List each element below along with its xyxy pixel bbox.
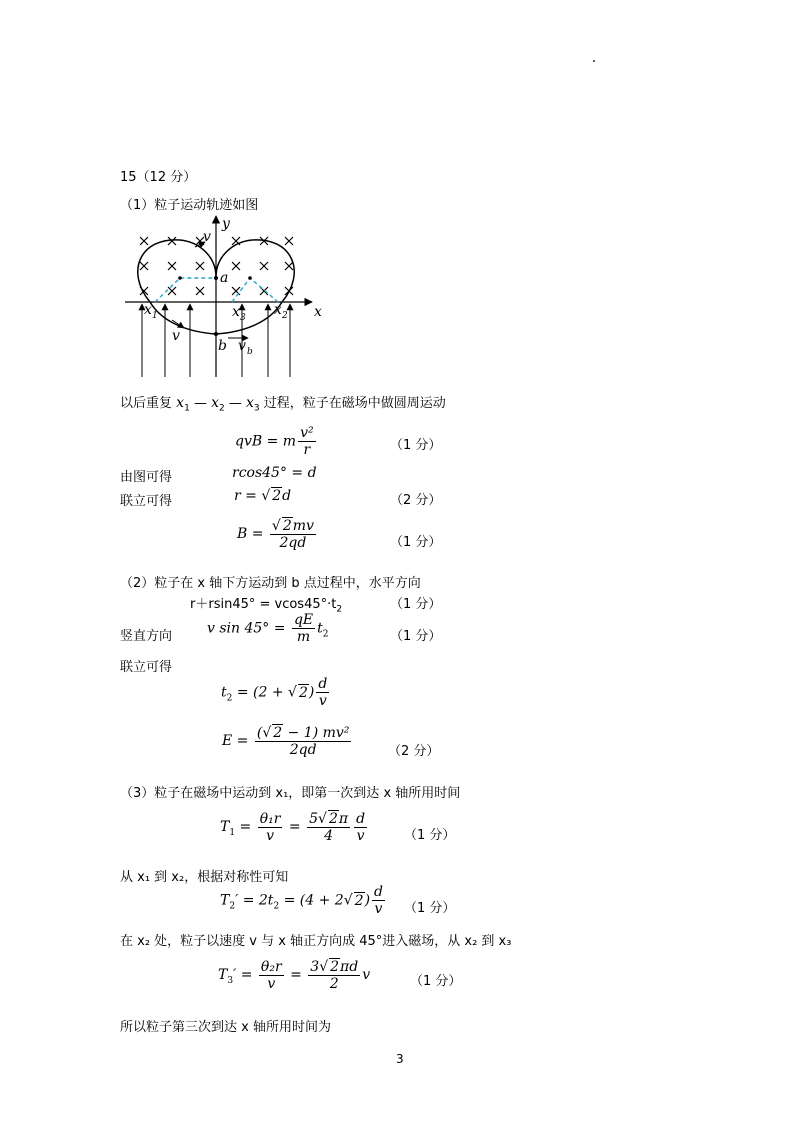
equation-horizontal: $r+rsin45^\circ = vcos45^\circ\cdot t_2$ bbox=[190, 597, 343, 615]
equation-E: E = $\frac{\text{(√ 2 − 1) mv²}}{2qd}$ bbox=[222, 725, 350, 758]
x2-line: 在 x₂ 处，粒子以速度 v 与 x 轴正方向成 45°进入磁场，从 x₂ 到 x₃ bbox=[120, 934, 512, 949]
score-horizontal: （1 分） bbox=[390, 597, 442, 612]
equation-t2: $t_2 = (2$ + √ 2) $\frac{d}{v}$ bbox=[221, 676, 328, 709]
fig-label-vb-sub: b bbox=[247, 347, 253, 357]
equation-radius: r = √ 2d bbox=[234, 488, 292, 504]
score-B: （1 分） bbox=[390, 535, 442, 550]
fig-label-x1-sub: 1 bbox=[152, 311, 158, 321]
equation-lorentz: qvB = m $\frac{\text{v²}}{r}$ bbox=[235, 425, 314, 458]
equation-T2: $T_2' = 2t_2 = (4 + 2√$ 2) $\frac{d}{v}$ bbox=[220, 884, 383, 917]
fig-label-a: a bbox=[220, 270, 229, 286]
score-vertical: （1 分） bbox=[390, 629, 442, 644]
equation-T1: $T_1$ = $\frac{\text{θ₁r}}{v}$ = $\frac{5√ 2\pi}{4}$ $\frac{d}{v}$ bbox=[220, 810, 366, 844]
score-lorentz: （1 分） bbox=[390, 438, 442, 453]
trajectory-figure bbox=[120, 212, 330, 382]
equation-T3: $T_3'$ = $\frac{\text{θ₂r}}{v}$ = $\frac{3√ 2\pi d}{2}$ v bbox=[218, 958, 371, 992]
fig-label-x3: x bbox=[232, 304, 240, 320]
fig-label-x2: x bbox=[274, 302, 282, 318]
part3-title: （3）粒子在磁场中运动到 x₁，即第一次到达 x 轴所用时间 bbox=[120, 786, 461, 801]
repeat-line: 以后重复 $x_1$ — $x_2$ — $x_3$ 过程，粒子在磁场中做圆周运动 bbox=[120, 395, 446, 414]
equation-geometry: rcos45° = d bbox=[232, 465, 317, 481]
fig-label-y: y bbox=[222, 216, 230, 232]
fig-label-v-top: v bbox=[203, 229, 211, 245]
final-line: 所以粒子第三次到达 x 轴所用时间为 bbox=[120, 1020, 331, 1035]
score-T3: （1 分） bbox=[410, 974, 462, 989]
fig-label-v-left: v bbox=[172, 328, 180, 344]
fig-label-x: x bbox=[314, 304, 322, 320]
part2-title: （2）粒子在 x 轴下方运动到 b 点过程中，水平方向 bbox=[120, 576, 421, 591]
fig-label-vb: v bbox=[238, 338, 246, 354]
equation-vertical: v sin 45° = $\frac{qE}{m}$ $t_2$ bbox=[207, 612, 329, 645]
fig-label-b: b bbox=[218, 338, 227, 354]
equation-B: B = $\frac{√ 2mv}{2qd}$ bbox=[237, 518, 314, 551]
scan-dot bbox=[593, 60, 595, 62]
joint-label: 联立可得 bbox=[120, 494, 173, 509]
joint-label-2: 联立可得 bbox=[120, 660, 173, 675]
symmetry-line: 从 x₁ 到 x₂，根据对称性可知 bbox=[120, 870, 289, 885]
question-number: 15（12 分） bbox=[120, 170, 197, 185]
fig-label-x3-sub: 3 bbox=[240, 313, 246, 323]
fig-label-x2-sub: 2 bbox=[282, 311, 288, 321]
score-T1: （1 分） bbox=[404, 828, 456, 843]
page-number: 3 bbox=[396, 1052, 404, 1066]
geo-label: 由图可得 bbox=[120, 470, 173, 485]
score-radius: （2 分） bbox=[390, 493, 442, 508]
score-T2: （1 分） bbox=[404, 901, 456, 916]
part1-title: （1）粒子运动轨迹如图 bbox=[120, 198, 259, 213]
vertical-label: 竖直方向 bbox=[120, 629, 173, 644]
fig-label-x1: x bbox=[144, 302, 152, 318]
score-E: （2 分） bbox=[388, 744, 440, 759]
